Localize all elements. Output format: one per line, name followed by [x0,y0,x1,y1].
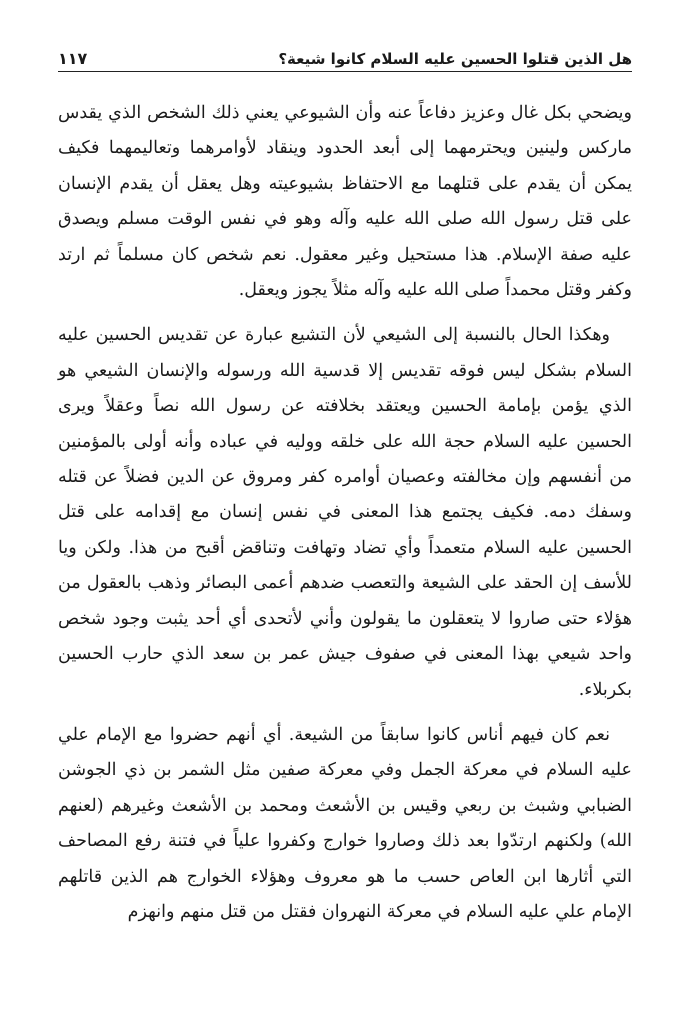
running-title: هل الذين قتلوا الحسين عليه السلام كانوا شيعة؟ [278,50,632,68]
paragraph-3: نعم كان فيهم أناس كانوا سابقاً من الشيعة. أي أنهم حضروا مع الإمام علي عليه السلام في معركة الجمل وفي معركة صفين مثل الشمر بن ذي الجوشن الضبابي وشبث بن ربعي وقيس بن الأشعث ومحمد بن الأشعث وغيرهم (لعنهم الله) ولكنهم ارتدّوا بعد ذلك وصاروا خوارج وكفروا علياً في فتنة رفع المصاحف التي أثارها ابن العاص حسب ما هو معروف وهؤلاء الخوارج هم الذين قاتلهم الإمام علي عليه السلام في معركة النهروان فقتل من قتل منهم وانهزم [58,724,632,922]
paragraph-2: وهكذا الحال بالنسبة إلى الشيعي لأن التشيع عبارة عن تقديس الحسين عليه السلام بشكل ليس فوقه تقديس إلا قدسية الله ورسوله والإنسان الشيعي هو الذي يؤمن بإمامة الحسين ويعتقد بخلافته عن رسول الله نصاً وعقلاً ويرى الحسين عليه السلام حجة الله على خلقه ووليه في عباده وأنه أولى بالمؤمنين من أنفسهم وإن مخالفته وعصيان أوامره كفر ومروق عن الدين فضلاً عن قتله وسفك دمه. فكيف يجتمع هذا المعنى في نفس إنسان مع إقدامه على قتل الحسين عليه السلام متعمداً وأي تضاد وتهافت وتناقض أقبح من هذا. ولكن ويا للأسف إن الحقد على الشيعة والتعصب ضدهم أعمى البصائر وذهب بالعقول من هؤلاء حتى صاروا لا يتعقلون ما يقولون وأني لأتحدى أي أحد يثبت وجود شخص واحد شيعي بهذا المعنى في صفوف جيش عمر بن سعد الذي حارب الحسين بكربلاء. [58,325,632,700]
paragraph-1: ويضحي بكل غال وعزيز دفاعاً عنه وأن الشيوعي يعني ذلك الشخص الذي يقدس ماركس ولينين ويحترمهما إلى أبعد الحدود وينقاد لأوامرهما وتعاليمهما فكيف يمكن أن يقدم على قتلهما مع الاحتفاظ بشيوعيته وهل يعقل أن يقدم الإنسان على قتل رسول الله صلى الله عليه وآله وهو في نفس الوقت مسلم ويصدق عليه صفة الإسلام. هذا مستحيل وغير معقول. نعم شخص كان مسلماً ثم ارتد وكفر وقتل محمداً صلى الله عليه وآله مثلاً يجوز ويعقل. [58,103,632,301]
page-header [58,38,632,68]
page-number: ١١٧ [58,49,88,68]
page-body [58,96,632,940]
header-divider [58,71,632,72]
